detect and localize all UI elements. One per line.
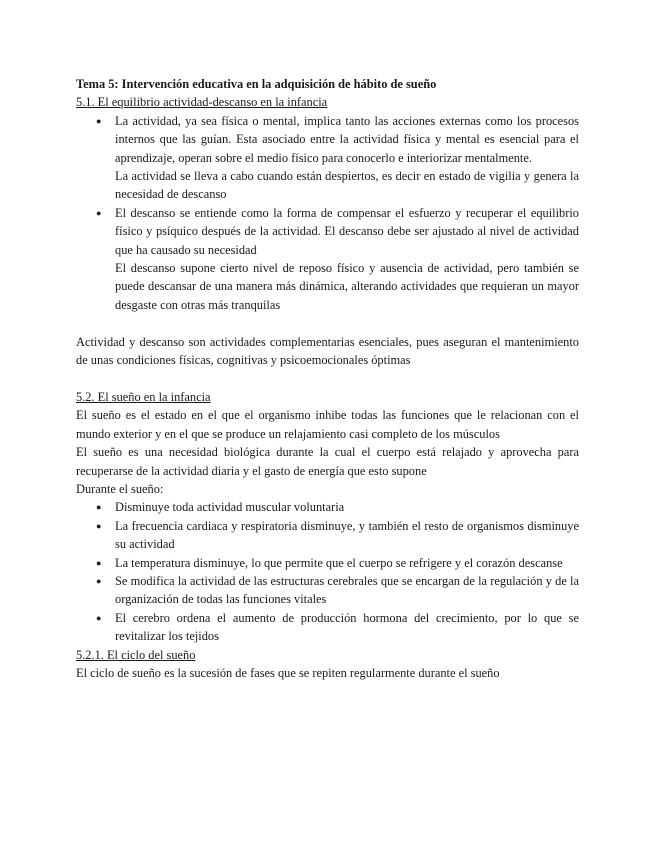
bullet-text: La actividad, ya sea física o mental, implica tanto las acciones externas como los procesos internos que las guían. Esta asociado entre la actividad física y mental es esencial para el aprendizaje, operan sobre el medio físico para conocerlo e interiorizar mentalmente. (115, 113, 579, 165)
bullet-icon: ● (96, 575, 102, 586)
list-item (76, 554, 579, 572)
bullet-text: El descanso se entiende como la forma de compensar el esfuerzo y recuperar el equilibrio físico y psíquico después de la actividad. El descanso debe ser ajustado al nivel de actividad que ha causado su necesidad (115, 205, 579, 257)
bullet-icon: ● (96, 207, 102, 218)
bullet-text: El cerebro ordena el aumento de producción hormona del crecimiento, por lo que se revitalizar los tejidos (115, 610, 579, 644)
list-item (76, 498, 579, 516)
section-5-1-summary: Actividad y descanso son actividades complementarias esenciales, pues aseguran el mantenimiento de unas condiciones físicas, cognitivas y psicoemocionales óptimas (76, 334, 579, 368)
document-page (76, 75, 579, 682)
bullet-icon: ● (96, 502, 102, 513)
bullet-icon: ● (96, 612, 102, 623)
section-5-1-bullet-list (76, 112, 579, 314)
bullet-text: La frecuencia cardiaca y respiratoria disminuye, y también el resto de organismos disminuye su actividad (115, 518, 579, 552)
document-title: Tema 5: Intervención educativa en la adquisición de hábito de sueño (76, 77, 437, 91)
spacer (76, 314, 579, 332)
bullet-extra-text: La actividad se lleva a cabo cuando están despiertos, es decir en estado de vigilia y genera la necesidad de descanso (115, 169, 579, 202)
bullet-icon: ● (96, 557, 102, 568)
list-item (76, 517, 579, 554)
section-heading-5-2: 5.2. El sueño en la infancia (76, 389, 211, 404)
section-5-2-1-paragraph: El ciclo de sueño es la sucesión de fases que se repiten regularmente durante el sueño (76, 665, 500, 680)
section-heading-5-2-1: 5.2.1. El ciclo del sueño (76, 647, 196, 662)
section-5-2-bullet-list (76, 498, 579, 645)
list-item (76, 572, 579, 609)
section-heading-5-1: 5.1. El equilibrio actividad-descanso en la infancia (76, 95, 328, 110)
bullet-text: La temperatura disminuye, lo que permite que el cuerpo se refrigere y el corazón descanse (115, 555, 563, 570)
list-item (76, 609, 579, 646)
bullet-extra-text: El descanso supone cierto nivel de reposo físico y ausencia de actividad, pero también se puede descansar de una manera más dinámica, alterando actividades que requieran un mayor desgaste con otras más tranquilas (115, 261, 579, 312)
bullet-text: Disminuye toda actividad muscular voluntaria (115, 500, 345, 515)
bullet-icon: ● (96, 115, 102, 126)
bullet-text: Se modifica la actividad de las estructuras cerebrales que se encargan de la regulación y de la organización de todas las funciones vitales (115, 573, 579, 607)
list-item (76, 112, 579, 204)
section-5-2-paragraph-2: El sueño es una necesidad biológica durante la cual el cuerpo está relajado y aprovecha para recuperarse de la actividad diaria y el gasto de energía que esto supone (76, 445, 579, 478)
spacer (76, 369, 579, 387)
list-item (76, 204, 579, 314)
section-5-2-intro: Durante el sueño: (76, 481, 164, 496)
section-5-2-paragraph-1: El sueño es el estado en el que el organismo inhibe todas las funciones que le relacionan con el mundo exterior y en el que se produce un relajamiento casi completo de los músculos (76, 408, 579, 441)
bullet-icon: ● (96, 520, 102, 531)
